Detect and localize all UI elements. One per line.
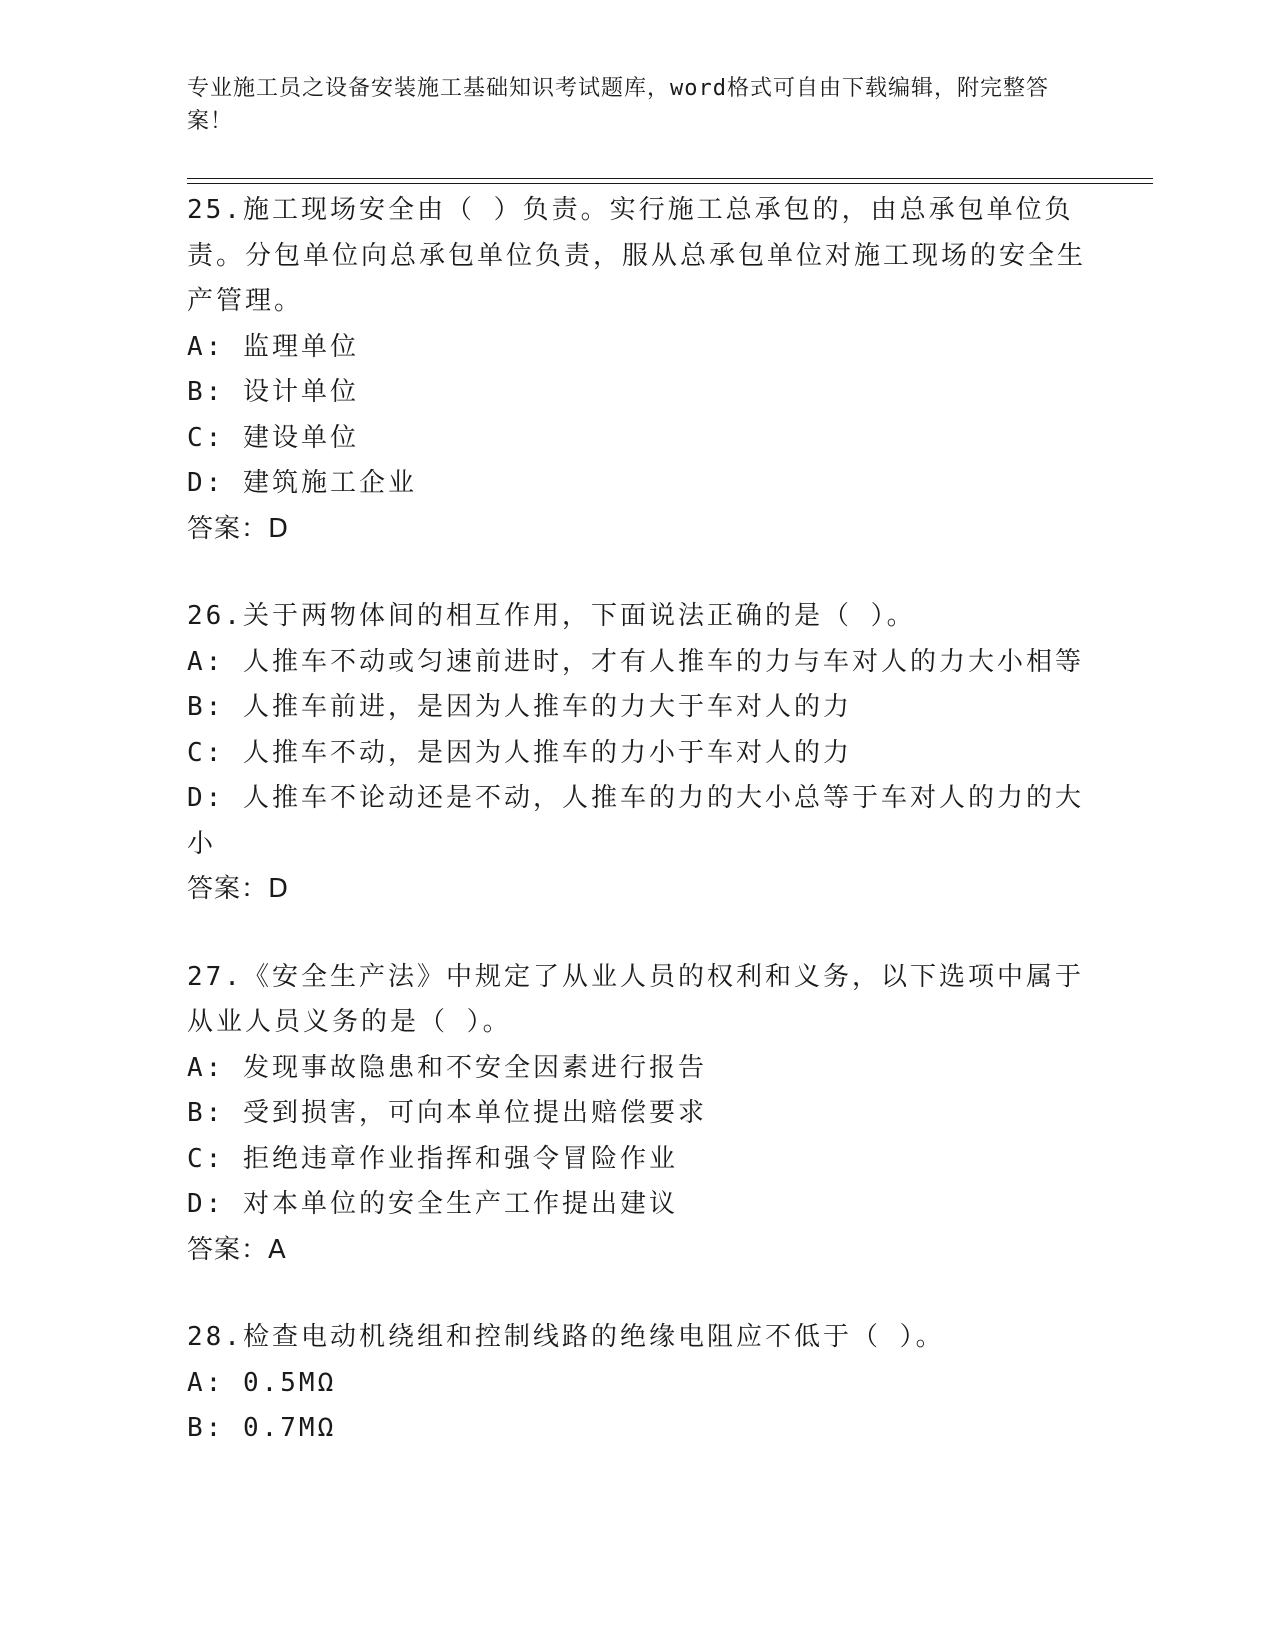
option-d: D: 建筑施工企业 [187, 468, 417, 498]
option-c: C: 人推车不动，是因为人推车的力小于车对人的力 [187, 737, 852, 768]
option-d: D: 人推车不论动还是不动，人推车的力的大小总等于车对人的力的大小 [187, 783, 1084, 859]
question-stem: 28.检查电动机绕组和控制线路的绝缘电阻应不低于（ ）。 [187, 1322, 945, 1352]
option-b: B: 设计单位 [187, 377, 359, 407]
option-b: B: 人推车前进，是因为人推车的力大于车对人的力 [187, 692, 852, 722]
question-list [187, 188, 1087, 1494]
question-28 [187, 1315, 1087, 1452]
answer-label: 答案：A [187, 1234, 287, 1265]
question-stem: 25.施工现场安全由（ ）负责。实行施工总承包的，由总承包单位负责。分包单位向总承包单位负责，服从总承包单位对施工现场的安全生产管理。 [187, 195, 1087, 316]
option-a: A: 监理单位 [187, 331, 359, 362]
option-b: B: 受到损害，可向本单位提出赔偿要求 [187, 1098, 707, 1128]
question-27 [187, 955, 1087, 1274]
option-b: B: 0.7MΩ [187, 1413, 337, 1443]
option-a: A: 发现事故隐患和不安全因素进行报告 [187, 1052, 707, 1083]
answer-label: 答案：D [187, 874, 290, 904]
option-a: A: 0.5MΩ [187, 1367, 337, 1398]
option-c: C: 建设单位 [187, 422, 359, 453]
header-divider-top [187, 178, 1153, 179]
question-25 [187, 188, 1087, 552]
question-stem: 27.《安全生产法》中规定了从业人员的权利和义务，以下选项中属于从业人员义务的是（ ）。 [187, 961, 1084, 1037]
answer-label: 答案：D [187, 513, 290, 544]
header-divider-bottom [187, 183, 1153, 184]
option-d: D: 对本单位的安全生产工作提出建议 [187, 1189, 678, 1219]
question-stem: 26.关于两物体间的相互作用，下面说法正确的是（ ）。 [187, 601, 916, 631]
option-a: A: 人推车不动或匀速前进时，才有人推车的力与车对人的力大小相等 [187, 646, 1084, 677]
document-header: 专业施工员之设备安装施工基础知识考试题库，word格式可自由下载编辑，附完整答案！ [187, 76, 1049, 134]
option-c: C: 拒绝违章作业指挥和强令冒险作业 [187, 1143, 678, 1174]
question-26 [187, 594, 1087, 913]
